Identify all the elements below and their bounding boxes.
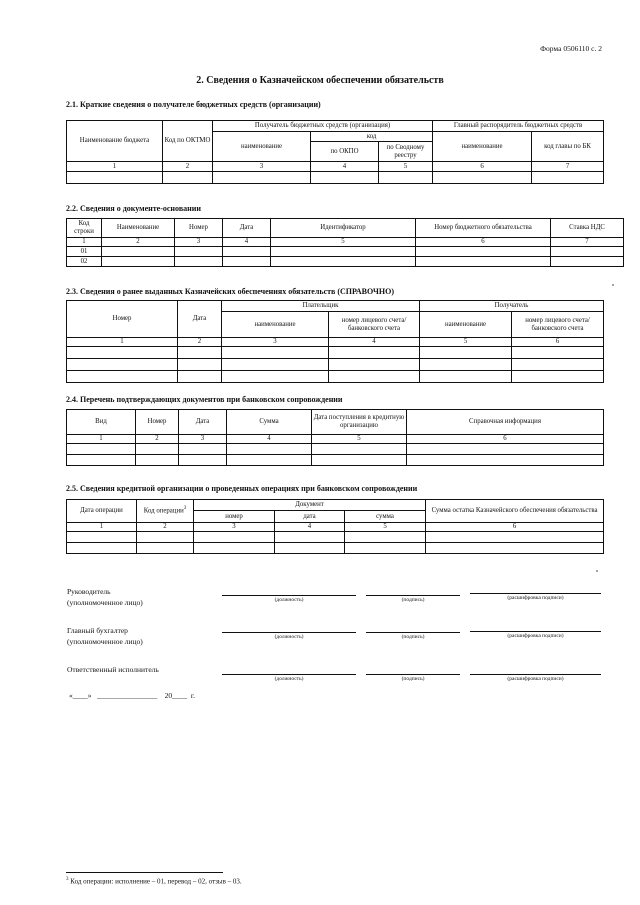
data-cell[interactable]: [551, 247, 624, 257]
footnote-text: Код операции: исполнение – 01, перевод – 02, отзыв – 03.: [68, 877, 242, 886]
col-recipient-account: номер лицевого счета/ банковского счета: [512, 312, 604, 338]
data-cell[interactable]: [420, 371, 512, 383]
col-balance: Сумма остатка Казначейского обеспечения обязательства: [426, 500, 604, 523]
data-cell[interactable]: [532, 172, 604, 184]
section-2-4-title: 2.4. Перечень подтверждающих документов при банковском сопровождении: [66, 395, 343, 404]
data-cell[interactable]: [67, 172, 163, 184]
data-cell[interactable]: [137, 532, 194, 543]
col-index: 1: [67, 238, 102, 247]
data-cell[interactable]: [512, 347, 604, 359]
col-manager-name: наименование: [433, 132, 532, 162]
data-cell[interactable]: [407, 455, 604, 466]
col-oktmo: Код по ОКТМО: [163, 121, 213, 162]
data-cell[interactable]: [426, 532, 604, 543]
col-bk-code: код главы по БК: [532, 132, 604, 162]
form-number: Форма 0506110 с. 2: [540, 44, 602, 53]
col-index: 1: [67, 338, 178, 347]
accountant-signature-caption: (подпись): [401, 634, 425, 640]
data-cell[interactable]: [179, 455, 227, 466]
page-title: 2. Сведения о Казначейском обеспечении обязательств: [196, 75, 444, 86]
data-cell[interactable]: [227, 444, 312, 455]
head-decoding-caption: (расшифровка подписи): [507, 595, 564, 601]
col-number: 6: [433, 162, 532, 172]
data-cell[interactable]: [271, 257, 416, 267]
supporting-documents-table: [66, 409, 604, 466]
col-operation-date: Дата операции: [67, 500, 137, 523]
group-recipient: Получатель бюджетных средств (организация): [213, 121, 433, 132]
date-line[interactable]: «____» ________________ 20____ г.: [69, 691, 195, 700]
head-title: Руководитель: [67, 587, 111, 596]
col-number: 4: [311, 162, 379, 172]
accountant-subtitle: (уполномоченное лицо): [67, 636, 143, 646]
data-cell[interactable]: [379, 172, 433, 184]
data-cell[interactable]: [512, 371, 604, 383]
accountant-label: [67, 626, 143, 648]
scan-speck: [612, 284, 614, 286]
data-cell[interactable]: [407, 444, 604, 455]
data-cell[interactable]: [271, 247, 416, 257]
data-cell[interactable]: [136, 444, 179, 455]
data-cell[interactable]: [222, 371, 329, 383]
group-payer: Плательщик: [222, 301, 420, 312]
data-cell[interactable]: [416, 257, 551, 267]
data-cell[interactable]: [137, 543, 194, 554]
col-index: 3: [179, 435, 227, 444]
data-cell[interactable]: [329, 359, 420, 371]
group-manager: Главный распорядитель бюджетных средств: [433, 121, 604, 132]
data-cell[interactable]: [67, 455, 136, 466]
data-cell[interactable]: [175, 247, 223, 257]
data-cell[interactable]: [67, 347, 178, 359]
basis-document-table: [66, 218, 624, 267]
data-cell[interactable]: [312, 444, 407, 455]
col-operation-code-text: Код операции: [143, 507, 184, 515]
col-recipient-name: наименование: [420, 312, 512, 338]
col-number: 2: [163, 162, 213, 172]
accountant-decoding-line[interactable]: [470, 631, 601, 632]
footnote-rule: [66, 872, 223, 873]
col-receipt-date: Дата поступления в кредитную организацию: [312, 410, 407, 435]
col-index: 4: [227, 435, 312, 444]
col-index: 5: [312, 435, 407, 444]
section-2-3-title: 2.3. Сведения о ранее выданных Казначейских обеспечениях обязательств (СПРАВОЧНО): [66, 287, 395, 296]
head-label: [67, 587, 143, 609]
data-cell[interactable]: [175, 257, 223, 267]
data-cell[interactable]: [136, 455, 179, 466]
col-number: Номер: [175, 219, 223, 238]
group-recipient: Получатель: [420, 301, 604, 312]
data-cell[interactable]: [551, 257, 624, 267]
col-number: 1: [67, 162, 163, 172]
col-vat-rate: Ставка НДС: [551, 219, 624, 238]
col-date: Дата: [223, 219, 271, 238]
col-index: 6: [407, 435, 604, 444]
col-index: 3: [175, 238, 223, 247]
data-cell[interactable]: [223, 257, 271, 267]
data-cell[interactable]: [345, 532, 426, 543]
section-2-5-title: 2.5. Сведения кредитной организации о проведенных операциях при банковском сопровождении: [66, 484, 418, 493]
data-cell[interactable]: [178, 347, 222, 359]
data-cell[interactable]: [67, 444, 136, 455]
row-code: 01: [67, 247, 102, 257]
col-index: 2: [137, 523, 194, 532]
data-cell[interactable]: [275, 532, 345, 543]
col-registry: по Сводному реестру: [379, 142, 433, 162]
col-number: 5: [379, 162, 433, 172]
data-cell[interactable]: [311, 172, 379, 184]
bank-operations-table: [66, 499, 604, 554]
col-index: 6: [416, 238, 551, 247]
data-cell[interactable]: [194, 532, 275, 543]
col-reference: Справочная информация: [407, 410, 604, 435]
footnote-mark: 3: [183, 506, 187, 512]
data-cell[interactable]: [275, 543, 345, 554]
col-index: 4: [223, 238, 271, 247]
col-index: 5: [420, 338, 512, 347]
head-subtitle: (уполномоченное лицо): [67, 597, 143, 607]
col-index: 4: [329, 338, 420, 347]
col-name: Наименование: [102, 219, 175, 238]
col-sum: Сумма: [227, 410, 312, 435]
head-signature-line[interactable]: [366, 595, 460, 596]
col-recipient-name: наименование: [213, 132, 311, 162]
col-index: 6: [426, 523, 604, 532]
col-index: 5: [271, 238, 416, 247]
section-2-2-title: 2.2. Сведения о документе-основании: [66, 204, 201, 213]
col-payer-name: наименование: [222, 312, 329, 338]
accountant-title: Главный бухгалтер: [67, 626, 128, 635]
col-row-code: Код строки: [67, 219, 102, 238]
col-doc-sum: сумма: [345, 511, 426, 523]
col-index: 3: [222, 338, 329, 347]
col-date: Дата: [179, 410, 227, 435]
executor-decoding-line[interactable]: [470, 674, 601, 675]
col-okpo: по ОКПО: [311, 142, 379, 162]
data-cell[interactable]: [67, 532, 137, 543]
col-index: 4: [275, 523, 345, 532]
col-doc-number: номер: [194, 511, 275, 523]
col-index: 2: [102, 238, 175, 247]
data-cell[interactable]: [222, 347, 329, 359]
col-budget-name: Наименование бюджета: [67, 121, 163, 162]
col-obligation-number: Номер бюджетного обязательства: [416, 219, 551, 238]
data-cell[interactable]: [222, 359, 329, 371]
head-signature-caption: (подпись): [401, 597, 425, 603]
col-doc-date: дата: [275, 511, 345, 523]
accountant-signature-line[interactable]: [366, 632, 460, 633]
section-2-1-title: 2.1. Краткие сведения о получателе бюджетных средств (организации): [66, 100, 321, 109]
group-document: Документ: [194, 500, 426, 511]
data-cell[interactable]: [178, 371, 222, 383]
recipient-table: [66, 120, 604, 184]
data-cell[interactable]: [67, 359, 178, 371]
accountant-position-line[interactable]: [222, 632, 356, 633]
executor-signature-line[interactable]: [366, 674, 460, 675]
executor-position-caption: (должность): [274, 676, 304, 682]
data-cell[interactable]: [223, 247, 271, 257]
executor-position-line[interactable]: [222, 674, 356, 675]
data-cell[interactable]: [67, 543, 137, 554]
footnote-number: 3: [66, 877, 69, 882]
col-index: 2: [178, 338, 222, 347]
executor-decoding-caption: (расшифровка подписи): [507, 676, 564, 682]
data-cell[interactable]: [345, 543, 426, 554]
col-index: 6: [512, 338, 604, 347]
col-payer-account: номер лицевого счета/ банковского счета: [329, 312, 420, 338]
data-cell[interactable]: [194, 543, 275, 554]
col-number: 3: [213, 162, 311, 172]
data-cell[interactable]: [179, 444, 227, 455]
col-number: Номер: [67, 301, 178, 338]
data-cell[interactable]: [512, 359, 604, 371]
col-date: Дата: [178, 301, 222, 338]
data-cell[interactable]: [213, 172, 311, 184]
data-cell[interactable]: [420, 359, 512, 371]
data-cell[interactable]: [102, 257, 175, 267]
scan-speck: [596, 570, 598, 572]
col-index: 3: [194, 523, 275, 532]
data-cell[interactable]: [67, 371, 178, 383]
data-cell[interactable]: [227, 455, 312, 466]
head-decoding-line[interactable]: [470, 593, 601, 594]
accountant-decoding-caption: (расшифровка подписи): [507, 633, 564, 639]
head-position-line[interactable]: [222, 595, 356, 596]
data-cell[interactable]: [329, 371, 420, 383]
data-cell[interactable]: [426, 543, 604, 554]
data-cell[interactable]: [178, 359, 222, 371]
data-cell[interactable]: [416, 247, 551, 257]
accountant-position-caption: (должность): [274, 634, 304, 640]
col-type: Вид: [67, 410, 136, 435]
data-cell[interactable]: [433, 172, 532, 184]
data-cell[interactable]: [420, 347, 512, 359]
col-code: код: [311, 132, 433, 142]
head-position-caption: (должность): [274, 597, 304, 603]
executor-label: Ответственный исполнитель: [67, 665, 159, 674]
col-number: 7: [532, 162, 604, 172]
col-identifier: Идентификатор: [271, 219, 416, 238]
col-number: Номер: [136, 410, 179, 435]
previous-guarantees-table: [66, 300, 604, 383]
data-cell[interactable]: [102, 247, 175, 257]
data-cell[interactable]: [312, 455, 407, 466]
row-code: 02: [67, 257, 102, 267]
executor-signature-caption: (подпись): [401, 676, 425, 682]
col-index: 1: [67, 435, 136, 444]
data-cell[interactable]: [163, 172, 213, 184]
data-cell[interactable]: [329, 347, 420, 359]
col-index: 1: [67, 523, 137, 532]
col-index: 7: [551, 238, 624, 247]
footnote: [66, 877, 242, 885]
col-operation-code: [137, 500, 194, 523]
col-index: 5: [345, 523, 426, 532]
col-index: 2: [136, 435, 179, 444]
